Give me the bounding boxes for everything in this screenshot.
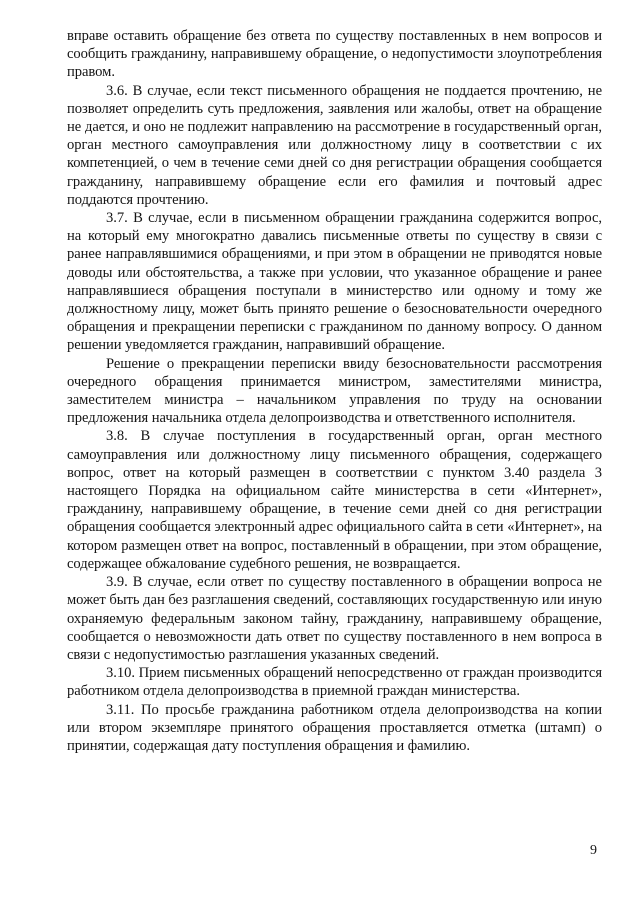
page-number: 9	[590, 843, 597, 858]
paragraph-3-7-decision: Решение о прекращении переписки ввиду безосновательности рассмотрения очередного обращения принимается министром, заместителями министра, заместителем министра – начальником управления по труду на основании предложения начальника отдела делопроизводства и ответственного исполнителя.	[67, 355, 602, 427]
paragraph-3-6: 3.6. В случае, если текст письменного обращения не поддается прочтению, не позволяет определить суть предложения, заявления или жалобы, ответ на обращение не дается, и оно не подлежит направлению на рассмотрение в государственный орган, орган местного самоуправления или должностному лицу в соответствии с их компетенцией, о чем в течение семи дней со дня регистрации обращения сообщается гражданину, направившему обращение если его фамилия и почтовый адрес поддаются прочтению.	[67, 82, 602, 208]
paragraph-3-7: 3.7. В случае, если в письменном обращении гражданина содержится вопрос, на который ему многократно давались письменные ответы по существу в связи с ранее направлявшимися обращениями, и при этом в обращении не приводятся новые доводы или обстоятельства, а также при условии, что указанное обращение и ранее направлявшиеся обращения поступали в министерство или одному и тому же должностному лицу, может быть принято решение о безосновательности очередного обращения и прекращении переписки с гражданином по данному вопросу. О данном решении уведомляется гражданин, направивший обращение.	[67, 210, 602, 354]
paragraph-continuation: вправе оставить обращение без ответа по существу поставленных в нем вопросов и сообщить гражданину, направившему обращение, о недопустимости злоупотребления правом.	[67, 28, 602, 81]
paragraph-3-9: 3.9. В случае, если ответ по существу поставленного в обращении вопроса не может быть дан без разглашения сведений, составляющих государственную или иную охраняемую федеральным законом тайну, гражданину, направившему обращение, сообщается о невозможности дать ответ по существу поставленного в нем вопроса в связи с недопустимостью разглашения указанных сведений.	[67, 574, 602, 663]
paragraph-3-11: 3.11. По просьбе гражданина работником отдела делопроизводства на копии или втором экземпляре принятого обращения проставляется отметка (штамп) о принятии, содержащая дату поступления обращения и фамилию.	[67, 701, 602, 754]
paragraph-3-10: 3.10. Прием письменных обращений непосредственно от граждан производится работником отдела делопроизводства в приемной граждан министерства.	[67, 665, 602, 700]
paragraph-3-8: 3.8. В случае поступления в государственный орган, орган местного самоуправления или должностному лицу письменного обращения, содержащего вопрос, ответ на который размещен в соответствии с пунктом 3.40 раздела 3 настоящего Порядка на официальном сайте министерства в сети «Интернет», гражданину, направившему обращение, в течение семи дней со дня регистрации обращения сообщается электронный адрес официального сайта в сети «Интернет», на котором размещен ответ на вопрос, поставленный в обращении, при этом обращение, содержащее обжалование судебного решения, не возвращается.	[67, 428, 602, 572]
document-body	[67, 27, 602, 755]
